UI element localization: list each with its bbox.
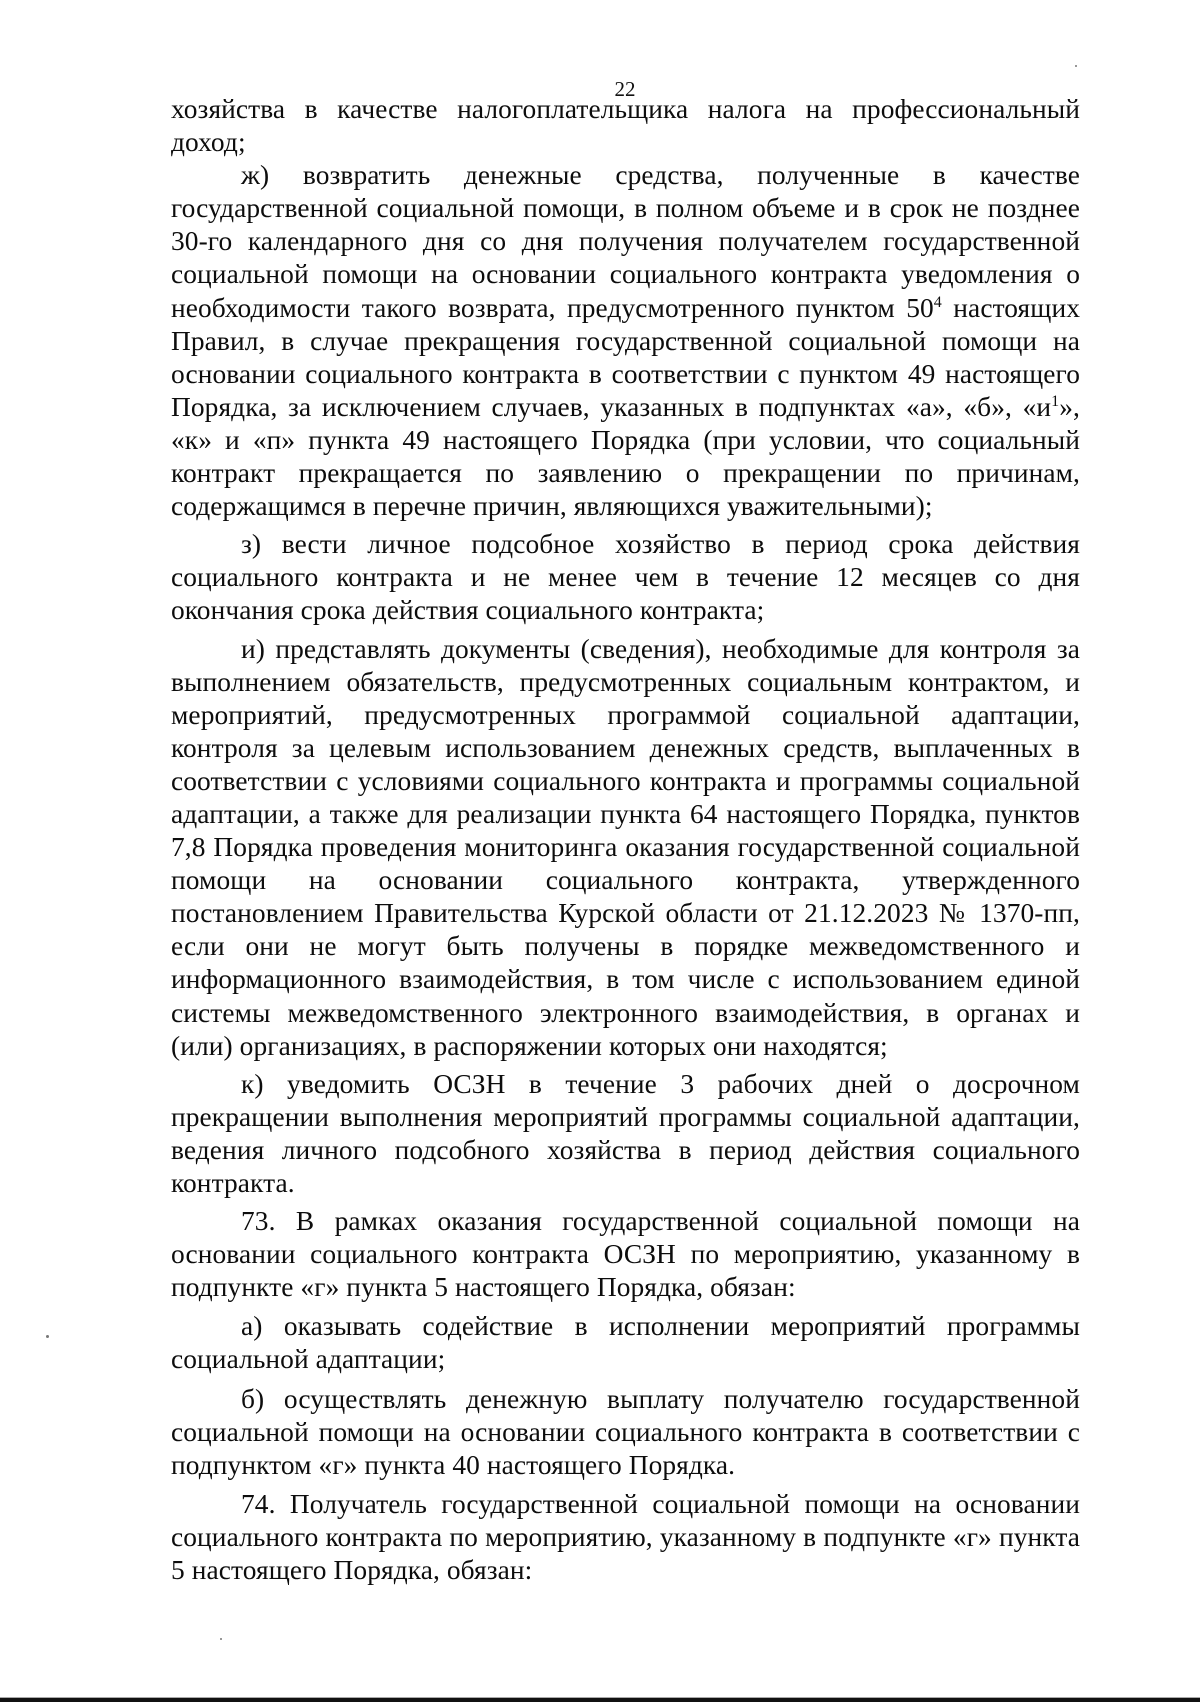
paragraph-text: ж) возвратить денежные средства, полученные в качестве государственной социальной помощи, в полном объеме и в срок не позднее 30-го календарного дня со дня получения получателем государственной социальной помощи на основании социального контракта уведомления о необходимости такого возврата, предусмотренного пунктом 50 bbox=[171, 160, 1080, 323]
paragraph-text: », «к» и «п» пункта 49 настоящего Порядка (при условии, что социальный контракт прекращается по заявлению о прекращении по причинам, содержащимся в перечне причин, являющихся уважительными); bbox=[171, 391, 1080, 522]
superscript: 1 bbox=[1051, 392, 1060, 410]
paragraph-subitem-zh bbox=[171, 159, 1080, 523]
paragraph-subitem-k: к) уведомить ОСЗН в течение 3 рабочих дней о досрочном прекращении выполнения мероприятий программы социальной адаптации, ведения личного подсобного хозяйства в период действия социального контракта. bbox=[171, 1068, 1080, 1198]
superscript: 4 bbox=[933, 293, 942, 311]
paragraph-item-73: 73. В рамках оказания государственной социальной помощи на основании социального контракта ОСЗН по мероприятию, указанному в подпункте «г» пункта 5 настоящего Порядка, обязан: bbox=[171, 1206, 1080, 1303]
paragraph-item-74: 74. Получатель государственной социальной помощи на основании социального контракта по мероприятию, указанному в подпункте «г» пункта 5 настоящего Порядка, обязан: bbox=[171, 1488, 1080, 1586]
paragraph-subitem-i: и) представлять документы (сведения), необходимые для контроля за выполнением обязательств, предусмотренных социальным контрактом, и мероприятий, предусмотренных программой социальной адаптации, контроля за целевым использованием денежных средств, выплаченных в соответствии с условиями социального контракта и программы социальной адаптации, а также для реализации пункта 64 настоящего Порядка, пунктов 7,8 Порядка проведения мониторинга оказания государственной социальной помощи на основании социального контракта, утвержденного постановлением Правительства Курской области от 21.12.2023 № 1370-пп, если они не могут быть получены в порядке межведомственного и информационного взаимодействия, в том числе с использованием единой системы межведомственного электронного взаимодействия, в органах и (или) организациях, в распоряжении которых они находятся; bbox=[171, 633, 1080, 1061]
paragraph-subitem-b: б) осуществлять денежную выплату получателю государственной социальной помощи на основании социального контракта в соответствии с подпунктом «г» пункта 40 настоящего Порядка. bbox=[171, 1383, 1080, 1480]
scan-edge bbox=[0, 1698, 1200, 1702]
scan-speck bbox=[1075, 65, 1077, 67]
scan-speck bbox=[46, 1335, 49, 1338]
paragraph-subitem-z: з) вести личное подсобное хозяйство в период срока действия социального контракта и не менее чем в течение 12 месяцев со дня окончания срока действия социального контракта; bbox=[171, 529, 1080, 626]
document-body bbox=[171, 93, 1080, 1587]
page-number: 22 bbox=[614, 77, 636, 101]
paragraph-subitem-a: а) оказывать содействие в исполнении мероприятий программы социальной адаптации; bbox=[171, 1311, 1080, 1375]
paragraph-text: настоящих Правил, в случае прекращения государственной социальной помощи на основании социального контракта в соответствии с пунктом 49 настоящего Порядка, за исключением случаев, указанных в подпунктах «а», «б», «и bbox=[171, 292, 1081, 422]
scan-speck bbox=[220, 1638, 222, 1640]
paragraph-continuation: хозяйства в качестве налогоплательщика налога на профессиональный доход; bbox=[171, 94, 1080, 158]
